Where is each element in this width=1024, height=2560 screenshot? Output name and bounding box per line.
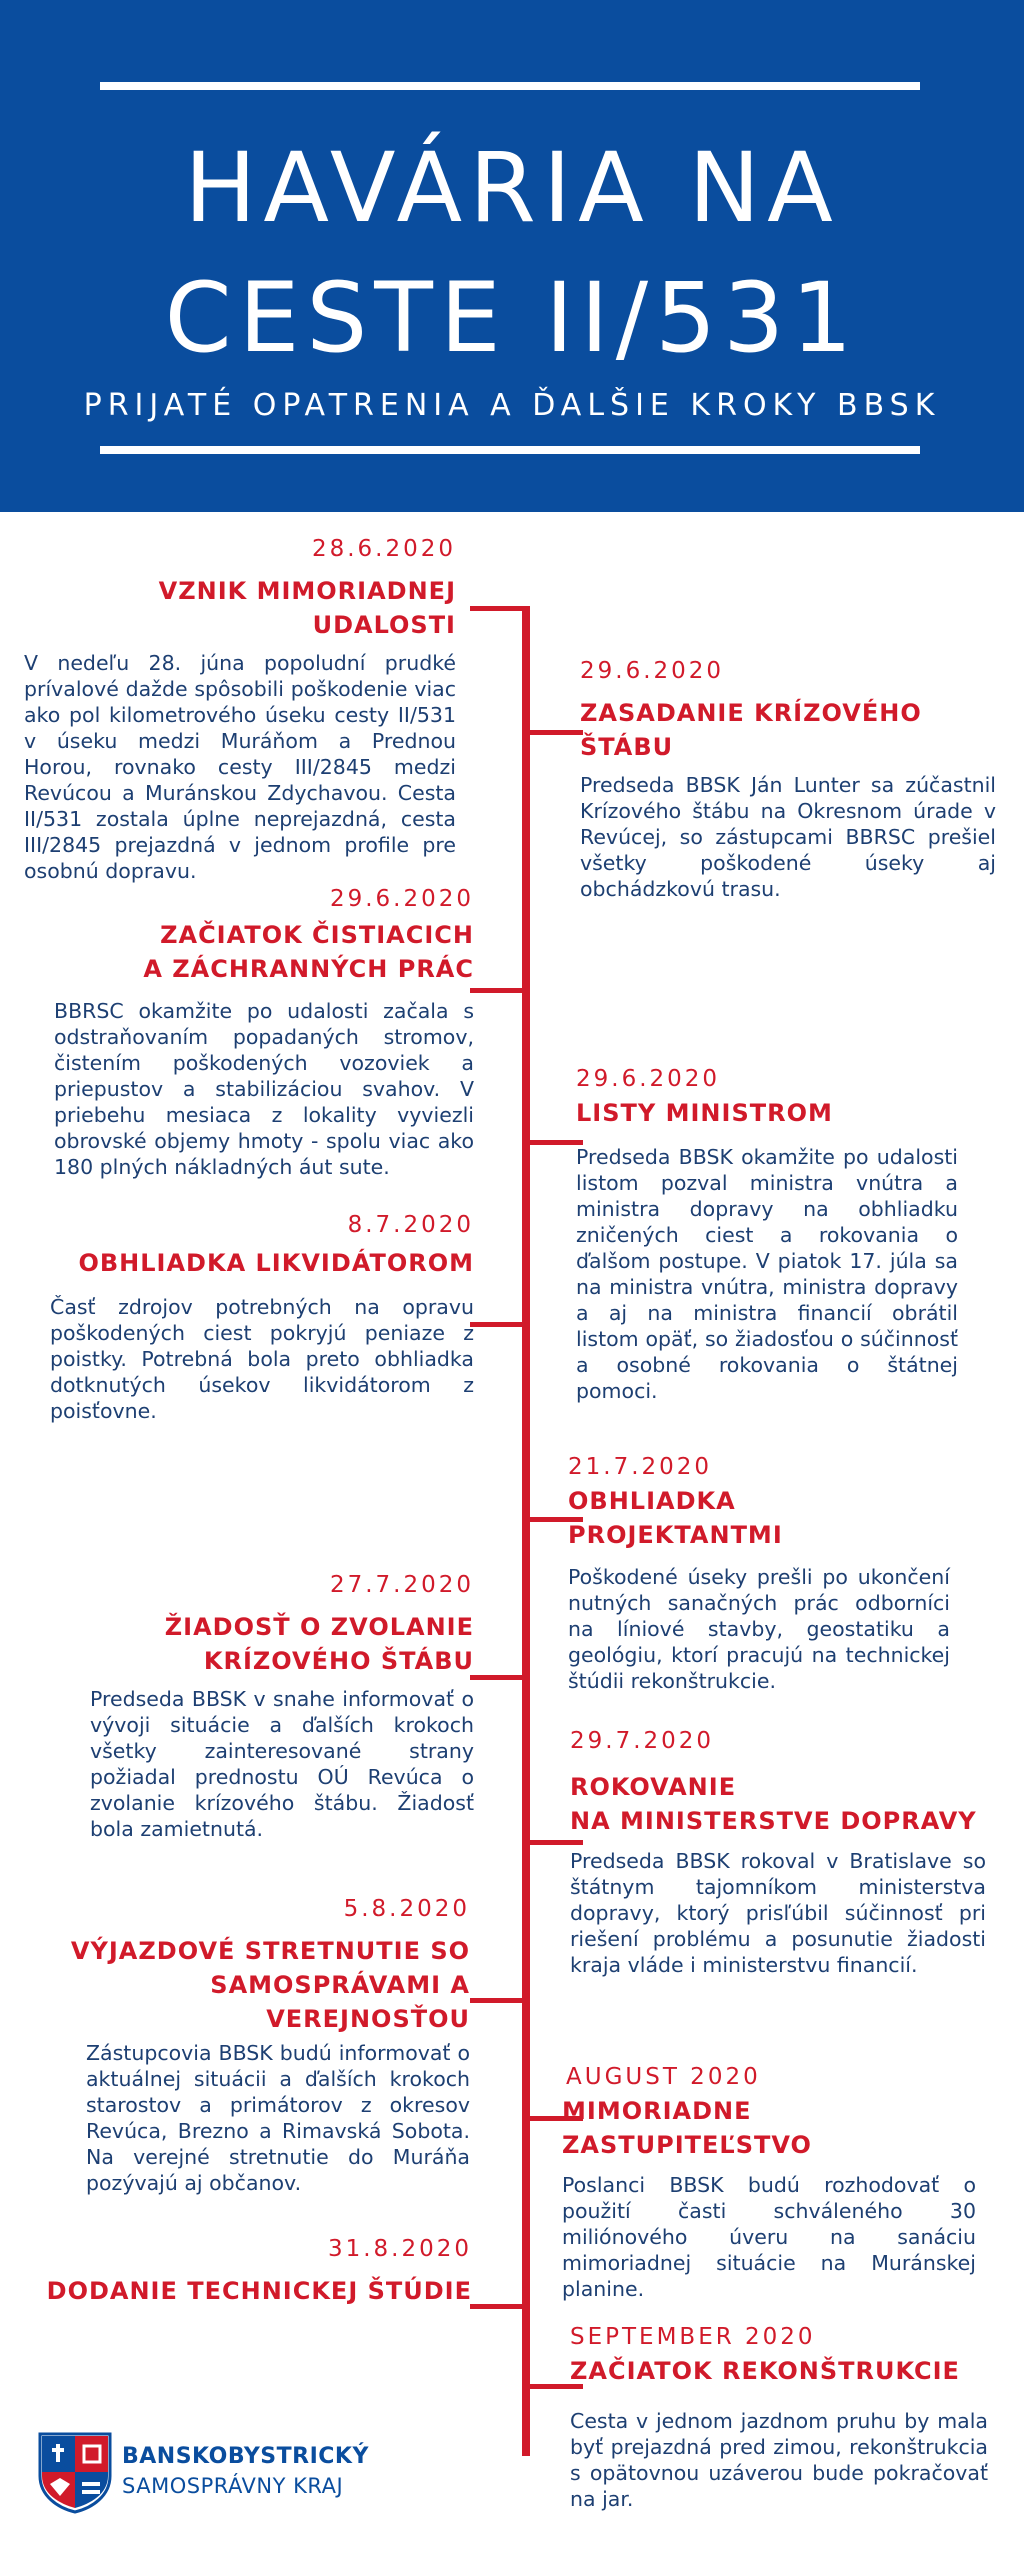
event-title-line2: NA MINISTERSTVE DOPRAVY xyxy=(570,1807,977,1835)
timeline-event xyxy=(10,1894,470,2196)
event-title-line1: ROKOVANIE xyxy=(570,1773,737,1801)
event-title: MIMORIADNE ZASTUPITEĽSTVO xyxy=(562,2097,812,2159)
event-text: Predseda BBSK Ján Lunter sa zúčastnil Krízového štábu na Okresnom úrade v Revúcej, so zástupcami BBRSC prešiel všetky poškodené úseky aj obchádzkovú trasu. xyxy=(580,773,996,901)
logo-text-line1: BANSKOBYSTRICKÝ xyxy=(122,2444,369,2469)
event-date: 29.6.2020 xyxy=(576,1066,721,1092)
event-date: 29.6.2020 xyxy=(329,886,474,912)
timeline-event xyxy=(562,2062,976,2302)
timeline-event xyxy=(40,2234,472,2308)
event-date: 31.8.2020 xyxy=(327,2236,472,2262)
event-text: Poškodené úseky prešli po ukončení nutných sanačných prác odborníci na líniové stavby, geostatiku a geológiu, ktorí pracujú na technickej štúdii rekonštrukcie. xyxy=(568,1565,950,1693)
event-date: 21.7.2020 xyxy=(568,1454,713,1480)
event-title: LISTY MINISTROM xyxy=(576,1099,833,1127)
event-text: Poslanci BBSK budú rozhodovať o použití časti schváleného 30 miliónového úveru na sanáciu mimoriadnej situácie na Muránskej planine. xyxy=(562,2173,976,2301)
event-title: VZNIK MIMORIADNEJ UDALOSTI xyxy=(158,577,456,639)
event-title-line1: ZAČIATOK ČISTIACICH xyxy=(160,921,474,949)
timeline-tick xyxy=(470,2304,525,2309)
page-subtitle: PRIJATÉ OPATRENIA A ĎALŠIE KROKY BBSK xyxy=(83,388,941,423)
event-title: OBHLIADKA PROJEKTANTMI xyxy=(568,1487,783,1549)
timeline-tick xyxy=(528,730,583,735)
event-title: DODANIE TECHNICKEJ ŠTÚDIE xyxy=(46,2277,472,2305)
event-date: 28.6.2020 xyxy=(311,536,456,562)
event-text: Predseda BBSK v snahe informovať o vývoji situácie a ďalších krokoch všetky zainteresované strany požiadal prednostu OÚ Revúca o zvolanie krízového štábu. Žiadosť bola zamietnutá. xyxy=(90,1687,474,1841)
timeline-event xyxy=(570,2322,988,2512)
event-title: OBHLIADKA LIKVIDÁTOROM xyxy=(78,1249,474,1277)
event-title: ZASADANIE KRÍZOVÉHO ŠTÁBU xyxy=(580,699,922,761)
event-text: Predseda BBSK rokoval v Bratislave so štátnym tajomníkom ministerstva dopravy, ktorý prisľúbil súčinnosť pri riešení problému a posunutie žiadosti kraja vláde i ministerstvu financií. xyxy=(570,1849,986,1977)
event-date: AUGUST 2020 xyxy=(566,2064,761,2090)
event-date: SEPTEMBER 2020 xyxy=(570,2324,816,2350)
event-date: 29.7.2020 xyxy=(570,1728,715,1754)
bbsk-logo xyxy=(38,2432,398,2512)
timeline-event xyxy=(568,1452,950,1694)
event-text: V nedeľu 28. júna popoludní prudké prívalové dažde spôsobili poškodenie viac ako pol kilometrového úseku cesty II/531 v úseku medzi Muráňom a Prednou Horou, rovnako cesty III/2845 medzi Revúcou a Muránskou Zdychavou. Cesta II/531 zostala úplne neprejazdná, cesta III/2845 prejazdná v jednom profile pre osobnú dopravu. xyxy=(24,651,456,883)
timeline-event xyxy=(54,884,474,1180)
timeline-event xyxy=(50,1210,474,1424)
event-title-line1: VÝJAZDOVÉ STRETNUTIE SO xyxy=(70,1937,470,1965)
event-text: Cesta v jednom jazdnom pruhu by mala byť prejazdná pred zimou, rekonštrukcia s opätovnou uzáverou bude pokračovať na jar. xyxy=(570,2409,988,2511)
page-title-line1: HAVÁRIA NA xyxy=(184,132,840,244)
timeline-event xyxy=(24,534,456,884)
timeline-tick xyxy=(470,988,525,993)
event-date: 29.6.2020 xyxy=(580,658,725,684)
event-date: 5.8.2020 xyxy=(343,1896,470,1922)
coat-of-arms-icon xyxy=(38,2432,112,2514)
event-text: Predseda BBSK okamžite po udalosti listom pozval ministra vnútra a ministra dopravy na obhliadku zničených ciest a rokovania o ďalšom postupe. V piatok 17. júla sa na ministra vnútra, ministra dopravy a aj na ministra financií obrátil listom opäť, so žiadosťou o súčinnosť a osobné rokovania o štátnej pomoci. xyxy=(576,1145,958,1403)
timeline-tick xyxy=(470,1998,525,2003)
event-title-line2: KRÍZOVÉHO ŠTÁBU xyxy=(203,1647,474,1675)
header-banner xyxy=(0,0,1024,512)
event-text: Zástupcovia BBSK budú informovať o aktuálnej situácii a ďalších krokoch starostov a primátorov z okresov Revúca, Brezno a Rimavská Sobota. Na verejné stretnutie do Muráňa pozývajú aj občanov. xyxy=(86,2041,470,2195)
event-title-line1: ŽIADOSŤ O ZVOLANIE xyxy=(164,1613,474,1641)
event-date: 27.7.2020 xyxy=(329,1572,474,1598)
timeline-line xyxy=(522,606,530,2456)
timeline-event xyxy=(570,1726,986,1978)
timeline-tick xyxy=(470,1675,525,1680)
logo-text-line2: SAMOSPRÁVNY KRAJ xyxy=(122,2474,344,2498)
timeline-event xyxy=(580,656,996,902)
timeline-tick xyxy=(528,1140,583,1145)
event-text: BBRSC okamžite po udalosti začala s odstraňovaním popadaných stromov, čistením poškodených vozoviek a priepustov a stabilizáciou svahov. V priebehu mesiaca z lokality vyviezli obrovské objemy hmoty - spolu viac ako 180 plných nákladných áut sute. xyxy=(54,999,474,1179)
event-date: 8.7.2020 xyxy=(347,1212,474,1238)
timeline-tick xyxy=(470,1322,525,1327)
timeline-event xyxy=(90,1570,474,1842)
page-title-line2: CESTE II/531 xyxy=(164,262,860,374)
event-title: ZAČIATOK REKONŠTRUKCIE xyxy=(570,2357,960,2385)
event-title-line2: A ZÁCHRANNÝCH PRÁC xyxy=(143,955,474,983)
header-bottom-rule xyxy=(100,446,920,454)
header-top-rule xyxy=(100,82,920,90)
event-title-line2: SAMOSPRÁVAMI A VEREJNOSŤOU xyxy=(210,1971,470,2033)
event-text: Časť zdrojov potrebných na opravu poškodených ciest pokryjú peniaze z poistky. Potrebná bola preto obhliadka dotknutých úsekov likvidátorom z poisťovne. xyxy=(50,1295,474,1423)
timeline-event xyxy=(576,1064,958,1404)
timeline-tick xyxy=(470,606,525,611)
